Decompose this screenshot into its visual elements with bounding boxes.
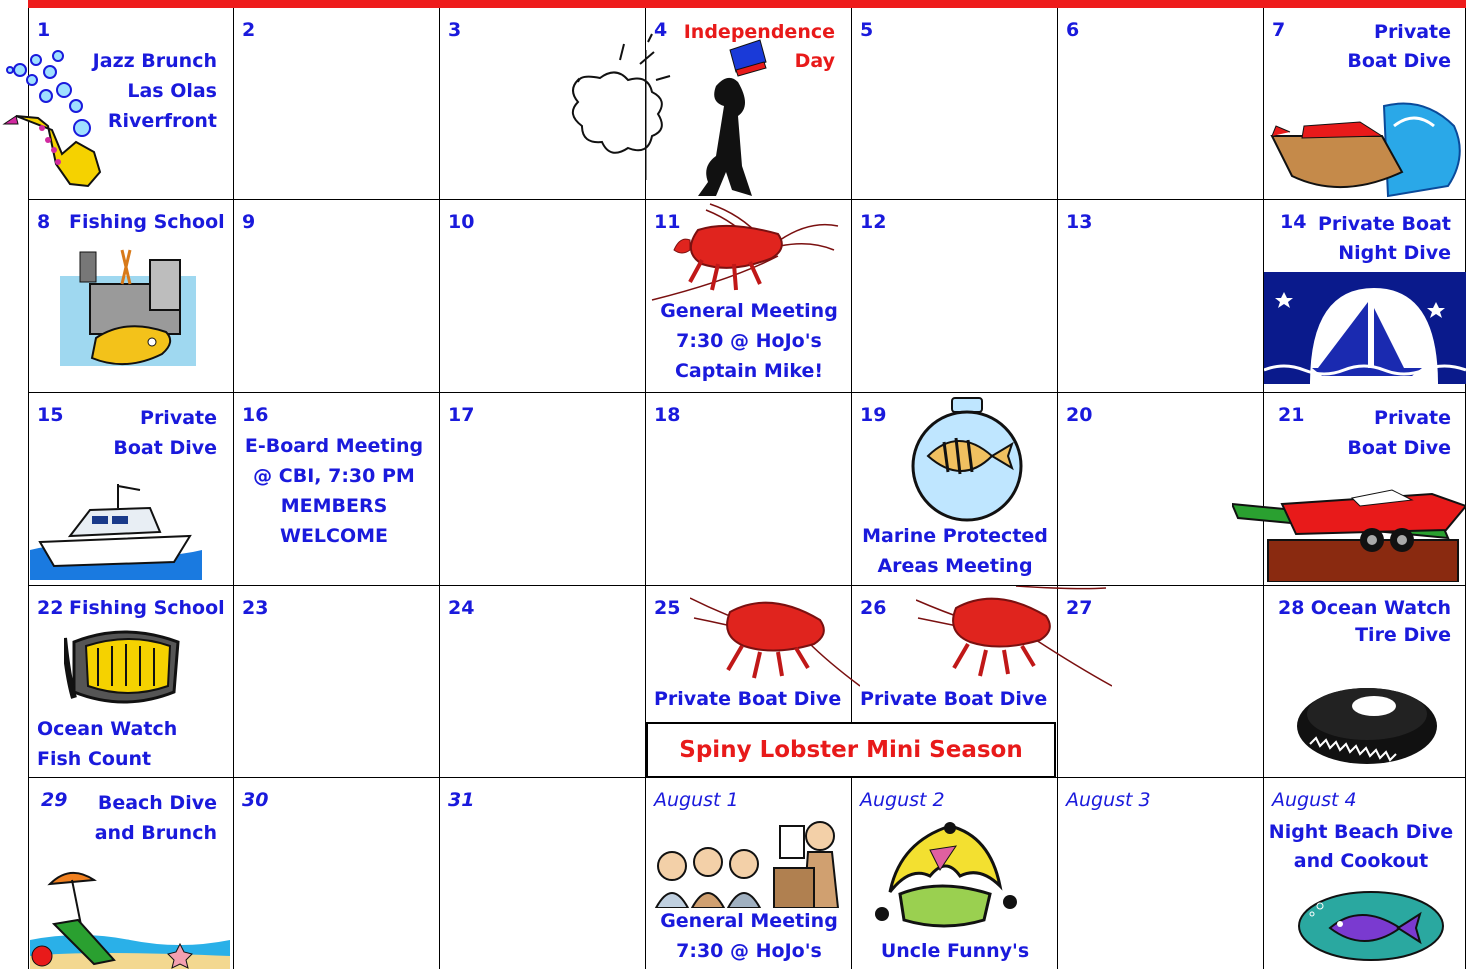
day-number: 6 [1066, 19, 1080, 41]
day-number: 28 [1278, 597, 1305, 619]
day-number: 31 [448, 789, 475, 811]
holiday-label: Independence Day [683, 21, 835, 72]
day-event: Private Boat Dive [1347, 407, 1451, 459]
day-cell-31[interactable] [440, 778, 646, 969]
day-number: 11 [654, 211, 681, 233]
day-event: Beach Dive and Brunch [94, 792, 217, 844]
day-event: Night Beach Dive and Cookout [1268, 821, 1454, 872]
day-cell-12[interactable] [852, 200, 1058, 393]
tire-icon [1292, 676, 1442, 766]
mini-season-banner: Spiny Lobster Mini Season [646, 722, 1056, 778]
boat-trailer-icon [1232, 484, 1466, 582]
day-number: August 2 [860, 789, 945, 811]
day-event: General Meeting 7:30 @ HoJo's Captain Mike! [660, 300, 838, 382]
day-number: 16 [242, 404, 269, 426]
lobster-icon [690, 588, 860, 692]
day-number: 23 [242, 597, 269, 619]
header-bar [28, 0, 1466, 8]
day-number: August 3 [1066, 789, 1151, 811]
meeting-people-icon [654, 816, 844, 908]
speedboat-wave-icon [1264, 96, 1466, 200]
day-event: Ocean Watch Tire Dive [1310, 597, 1451, 646]
day-number: 30 [242, 789, 269, 811]
day-cell-5[interactable] [852, 8, 1058, 200]
fishing-rig-icon [60, 246, 196, 382]
beach-chair-icon [30, 870, 230, 969]
day-event: Marine Protected Areas Meeting [862, 525, 1048, 577]
yacht-icon [30, 480, 202, 580]
day-number: 3 [448, 19, 462, 41]
day-number: 5 [860, 19, 874, 41]
day-number: 8 [37, 211, 51, 233]
day-number: 26 [860, 597, 887, 619]
sailboat-night-icon [1264, 272, 1466, 384]
day-event: Private Boat Dive [1347, 21, 1451, 72]
day-event: E-Board Meeting @ CBI, 7:30 PM MEMBERS WELCOME [244, 435, 424, 547]
day-number: 7 [1272, 19, 1286, 41]
day-event: Private Boat Dive [654, 688, 842, 710]
day-cell-24[interactable] [440, 586, 646, 778]
day-event: Jazz Brunch Las Olas Riverfront [92, 50, 217, 132]
day-number: 12 [860, 211, 887, 233]
day-cell-9[interactable] [234, 200, 440, 393]
day-cell-aug-3[interactable] [1058, 778, 1264, 969]
day-number: 9 [242, 211, 256, 233]
day-number: 22 [37, 597, 64, 619]
day-number: August 1 [654, 789, 739, 811]
day-number: 1 [37, 19, 51, 41]
fish-icon [1296, 890, 1446, 962]
day-number: 20 [1066, 404, 1093, 426]
day-number: 25 [654, 597, 681, 619]
day-cell-10[interactable] [440, 200, 646, 393]
day-number: 10 [448, 211, 475, 233]
day-event: Fishing School [69, 211, 225, 233]
day-number: 2 [242, 19, 256, 41]
day-cell-16[interactable] [234, 393, 440, 586]
day-cell-17[interactable] [440, 393, 646, 586]
fish-tin-icon [64, 622, 184, 712]
day-cell-6[interactable] [1058, 8, 1264, 200]
day-cell-23[interactable] [234, 586, 440, 778]
day-event: Private Boat Dive [860, 688, 1048, 710]
day-number: 14 [1280, 211, 1307, 233]
day-number: 17 [448, 404, 475, 426]
day-event: Private Boat Night Dive [1317, 213, 1451, 264]
day-cell-2[interactable] [234, 8, 440, 200]
lobster-icon [650, 200, 840, 304]
day-cell-13[interactable] [1058, 200, 1264, 393]
day-number: 4 [654, 19, 668, 41]
saxophone-icon [2, 44, 106, 204]
day-number: 21 [1278, 404, 1305, 426]
day-number: 24 [448, 597, 475, 619]
day-cell-18[interactable] [646, 393, 852, 586]
fish-bowl-icon [904, 396, 1030, 522]
day-event: General Meeting 7:30 @ HoJo's [660, 910, 838, 962]
day-cell-30[interactable] [234, 778, 440, 969]
day-event: Fishing School [69, 597, 225, 619]
day-number: 18 [654, 404, 681, 426]
day-event: Private Boat Dive [113, 407, 217, 459]
jester-hat-icon [870, 822, 1020, 934]
day-number: 19 [860, 404, 887, 426]
day-number: 15 [37, 404, 64, 426]
lobster-icon [916, 586, 1112, 690]
day-event-secondary: Ocean Watch Fish Count [37, 718, 178, 770]
day-number: 13 [1066, 211, 1093, 233]
day-number: August 4 [1272, 789, 1357, 811]
day-event: Uncle Funny's [880, 940, 1030, 962]
day-number: 27 [1066, 597, 1093, 619]
day-number: 29 [41, 789, 68, 811]
